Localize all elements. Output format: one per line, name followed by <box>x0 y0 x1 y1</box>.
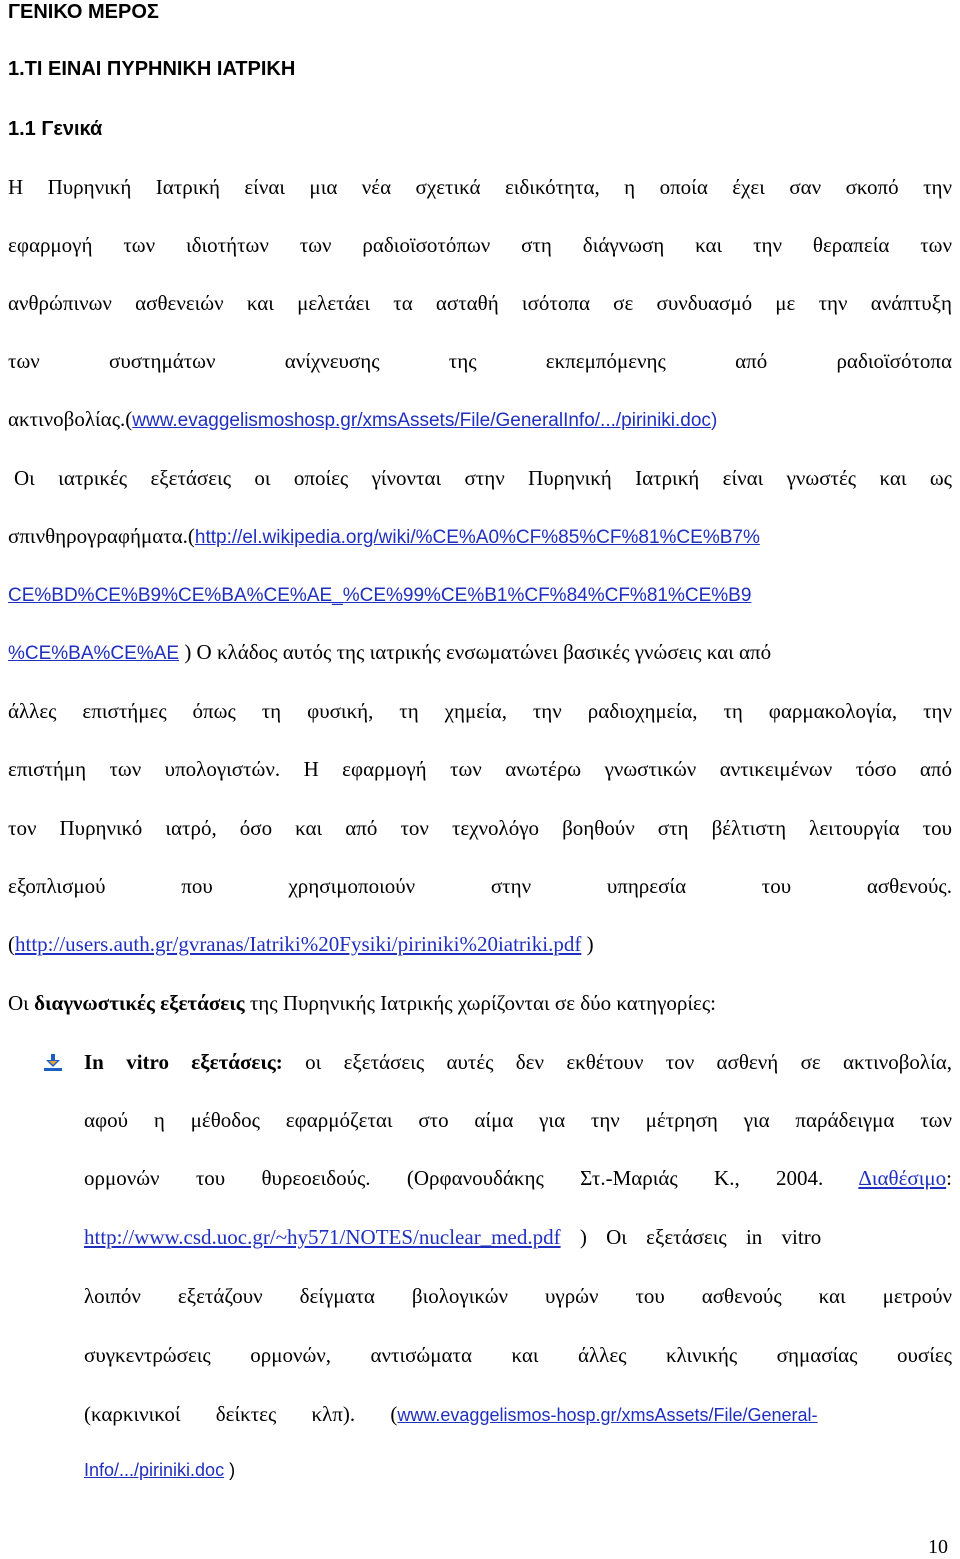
text-span: ( <box>8 932 15 956</box>
text-span: ) <box>224 1460 236 1480</box>
bullet-title: In vitro εξετάσεις: <box>84 1050 283 1074</box>
text-line: αφού η μέθοδος εφαρμόζεται στο αίμα για την μέτρηση για παράδειγμα των <box>84 1108 952 1132</box>
evaggelismos-link[interactable]: Info/.../piriniki.doc <box>84 1460 225 1480</box>
text-line: εφαρμογή των ιδιοτήτων των ραδιοϊσοτόπων στη διάγνωση και την θεραπεία των <box>8 233 952 257</box>
text-line <box>8 640 952 666</box>
text-span: ) Οι εξετάσεις in vitro <box>560 1225 822 1249</box>
text-span: ακτινοβολίας.( <box>8 407 133 431</box>
chapter-title: 1.ΤΙ ΕΙΝΑΙ ΠΥΡΗΝΙΚΗ ΙΑΤΡΙΚΗ <box>8 58 296 80</box>
text-line: εξοπλισμού που χρησιμοποιούν στην υπηρεσία του ασθενούς. <box>8 874 952 898</box>
section-title: 1.1 Γενικά <box>8 118 103 140</box>
text-line <box>84 1050 952 1074</box>
text-span: Οι <box>8 991 35 1015</box>
page-number: 10 <box>928 1536 948 1558</box>
text-span: σπινθηρογραφήματα.( <box>8 524 195 548</box>
text-line <box>84 1225 952 1249</box>
text-span: ) Ο κλάδος αυτός της ιατρικής ενσωματώνει βασικές γνώσεις και από <box>179 640 772 664</box>
text-line <box>84 1402 952 1427</box>
text-line: τον Πυρηνικό ιατρό, όσο και από τον τεχνολόγο βοηθούν στη βέλτιστη λειτουργία του <box>8 816 952 840</box>
text-line <box>8 407 952 433</box>
text-line: συγκεντρώσεις ορμονών, αντισώματα και άλλες κλινικής σημασίας ουσίες <box>84 1343 952 1367</box>
text-line: ανθρώπινων ασθενειών και μελετάει τα ασταθή ισότοπα σε συνδυασμό με την ανάπτυξη <box>8 291 952 315</box>
csd-uoc-link[interactable]: http://www.csd.uoc.gr/~hy571/NOTES/nuclear_med.pdf <box>84 1225 561 1249</box>
text-line <box>8 582 952 608</box>
text-line <box>8 932 952 956</box>
text-span: : <box>946 1166 952 1190</box>
text-line: λοιπόν εξετάζουν δείγματα βιολογικών υγρών του ασθενούς και μετρούν <box>84 1284 952 1308</box>
available-link[interactable]: Διαθέσιμο <box>858 1166 947 1190</box>
page-heading: ΓΕΝΙΚΟ ΜΕΡΟΣ <box>8 1 159 23</box>
text-line: άλλες επιστήμες όπως τη φυσική, τη χημεία, την ραδιοχημεία, τη φαρμακολογία, την <box>8 699 952 723</box>
text-span: της Πυρηνικής Ιατρικής χωρίζονται σε δύο κατηγορίες: <box>244 991 717 1015</box>
paragraph-categories <box>8 991 952 1015</box>
text-line <box>8 524 952 550</box>
evaggelismos-link[interactable]: www.evaggelismos-hosp.gr/xmsAssets/File/General- <box>397 1405 818 1425</box>
text-line: Η Πυρηνική Ιατρική είναι μια νέα σχετικά ειδικότητα, η οποία έχει σαν σκοπό την <box>8 175 952 199</box>
text-span: ) <box>710 410 718 431</box>
arrow-bullet-icon <box>42 1054 64 1072</box>
auth-link[interactable]: http://users.auth.gr/gvranas/Iatriki%20Fysiki/piriniki%20iatriki.pdf <box>15 932 582 956</box>
bold-term: διαγνωστικές εξετάσεις <box>34 991 245 1015</box>
wikipedia-link[interactable]: CE%BD%CE%B9%CE%BA%CE%AE_%CE%99%CE%B1%CF%84%CF%81%CE%B9 <box>8 585 752 606</box>
text-line: επιστήμη των υπολογιστών. Η εφαρμογή των ανωτέρω γνωστικών αντικειμένων τόσο από <box>8 757 952 781</box>
text-line: Οι ιατρικές εξετάσεις οι οποίες γίνονται στην Πυρηνική Ιατρική είναι γνωστές και ως <box>14 466 952 490</box>
text-span: (καρκινικοί δείκτες κλπ). ( <box>84 1402 398 1426</box>
text-line: των συστημάτων ανίχνευσης της εκπεμπόμενης από ραδιοϊσότοπα <box>8 349 952 373</box>
wikipedia-link[interactable]: http://el.wikipedia.org/wiki/%CE%A0%CF%85%CF%81%CE%B7% <box>194 527 760 548</box>
text-span: ) <box>581 932 594 956</box>
text-line <box>84 1457 952 1482</box>
reference-link[interactable]: www.evaggelismoshosp.gr/xmsAssets/File/GeneralInfo/.../piriniki.doc <box>132 410 711 431</box>
text-span: ορμονών του θυρεοειδούς. (Ορφανουδάκης Στ.-Μαριάς Κ., 2004. <box>84 1166 859 1190</box>
text-line <box>84 1166 952 1190</box>
text-span: οι εξετάσεις αυτές δεν εκθέτουν τον ασθενή σε ακτινοβολία, <box>282 1050 952 1074</box>
wikipedia-link[interactable]: %CE%BA%CE%AE <box>8 643 180 664</box>
